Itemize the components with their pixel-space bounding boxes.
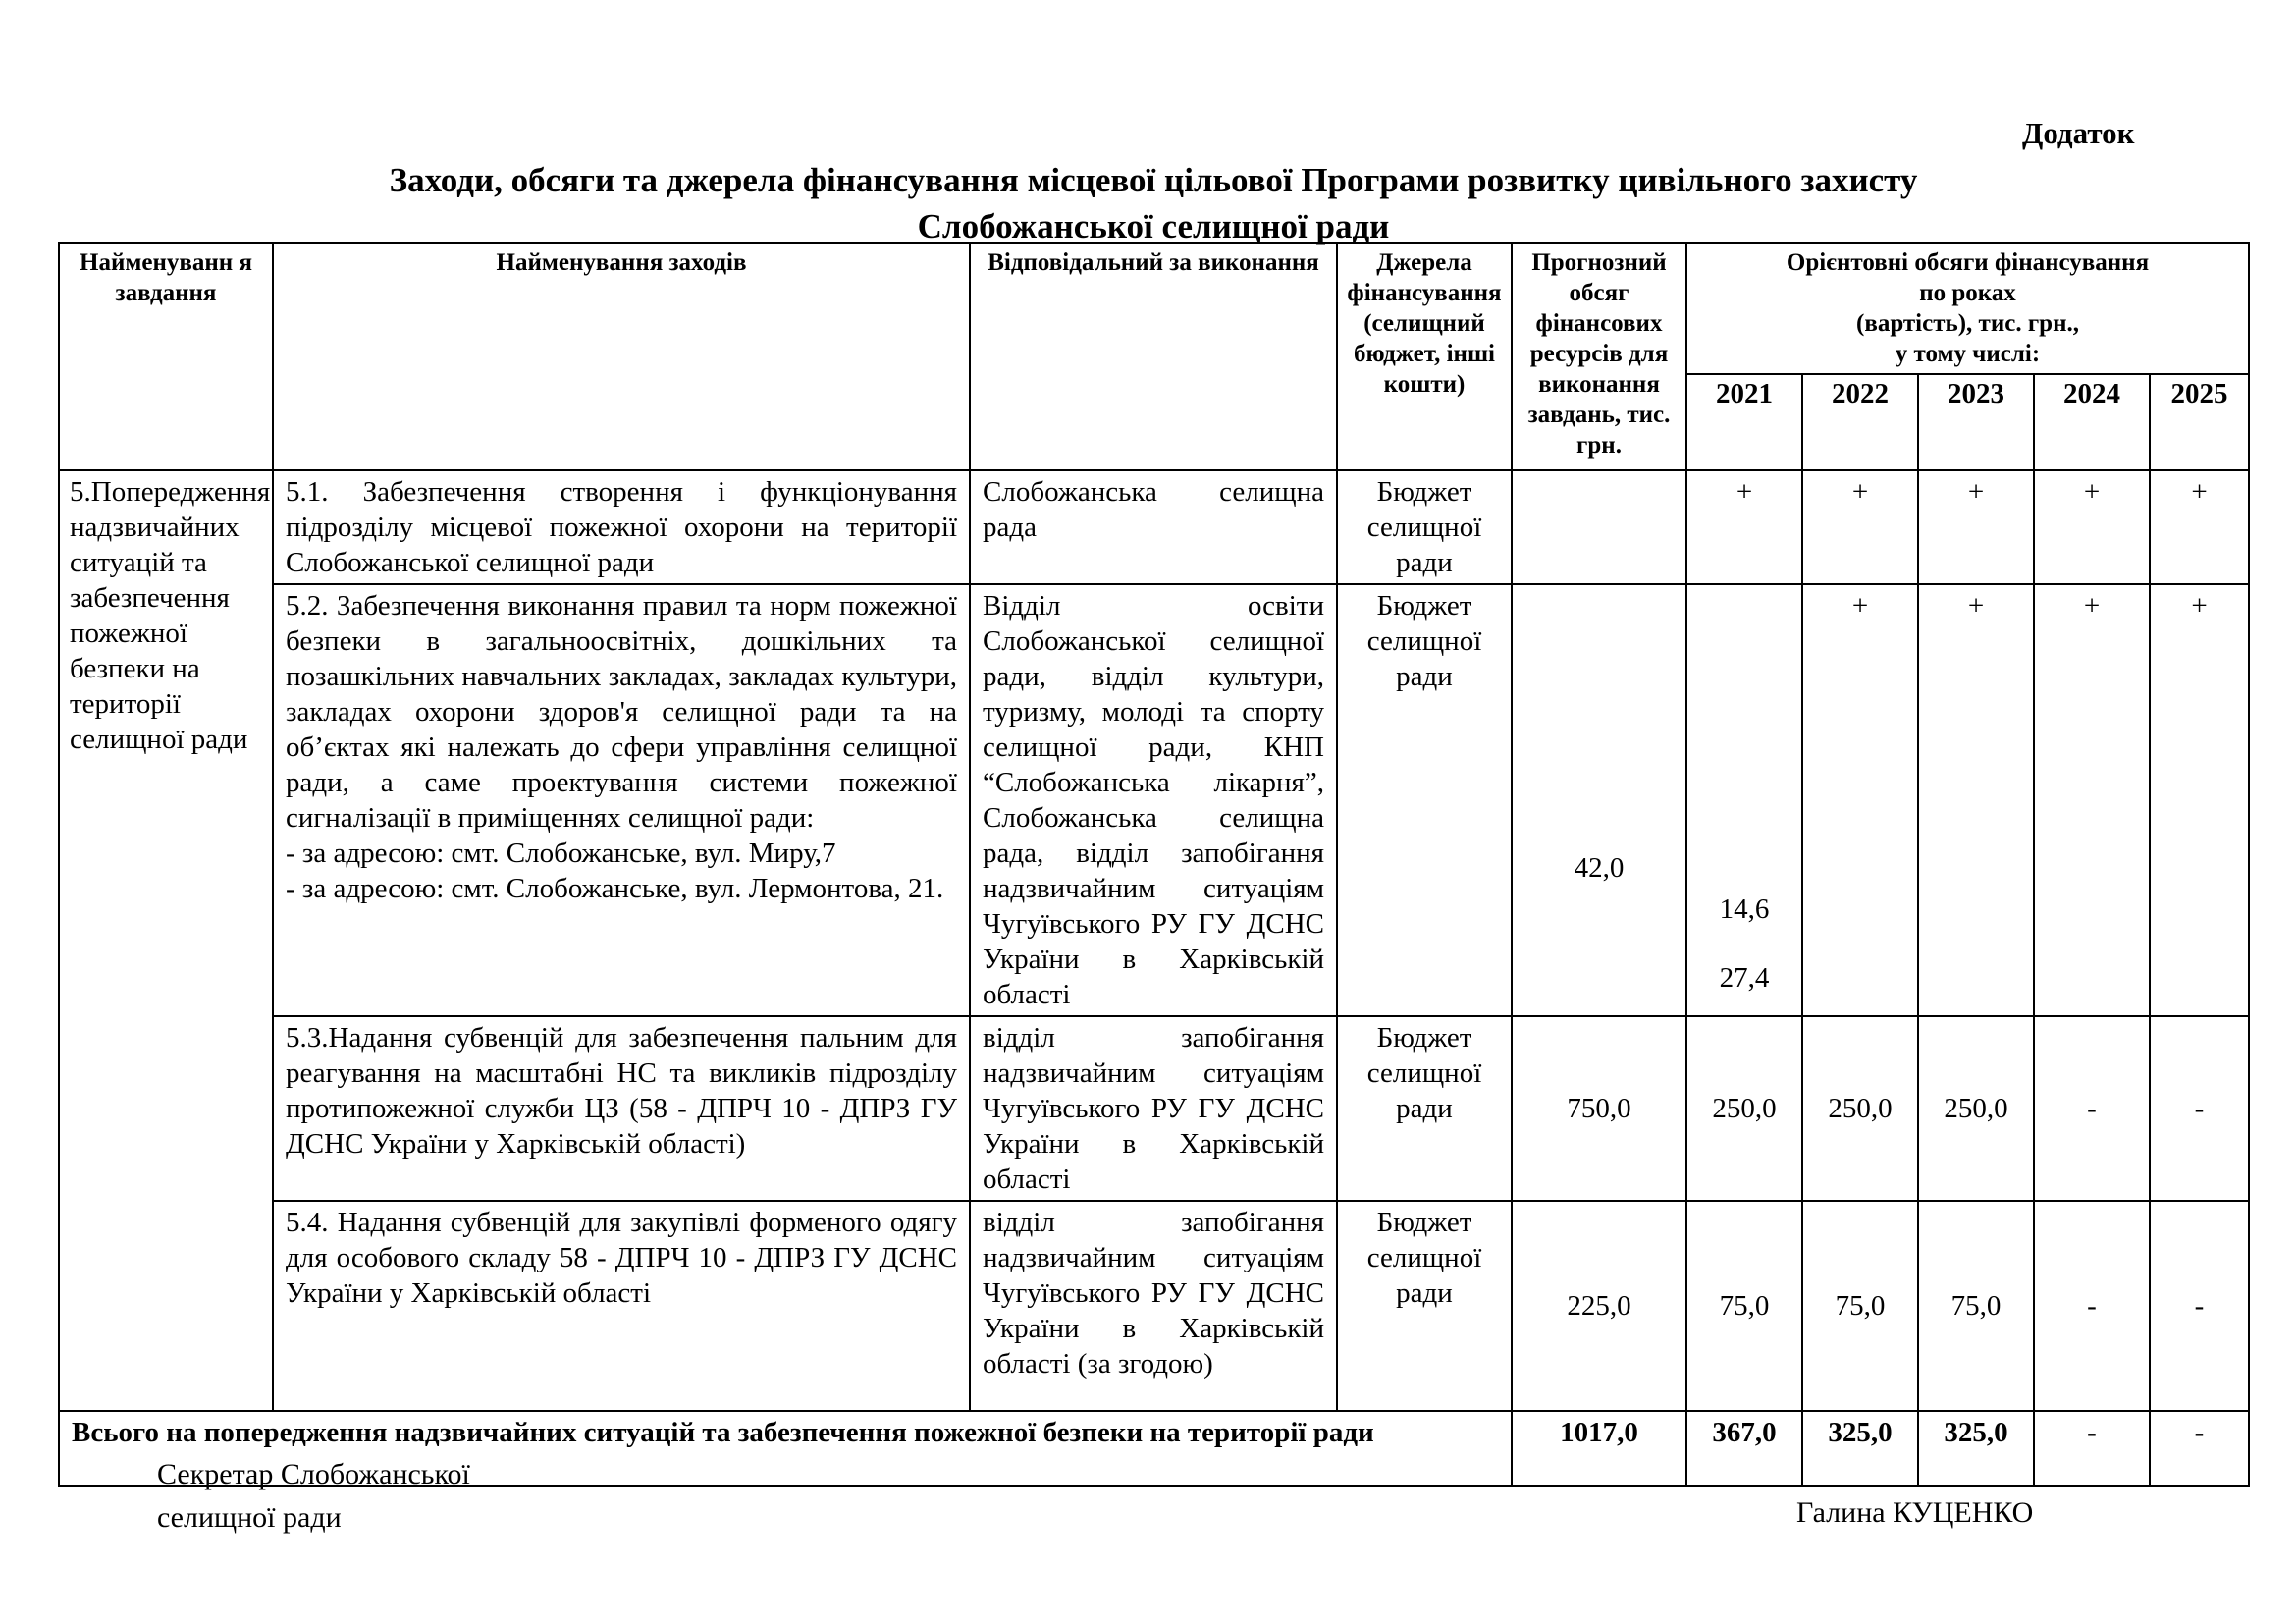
- source-cell: Бюджет селищної ради: [1337, 1016, 1512, 1201]
- header-measures: Найменування заходів: [273, 243, 970, 470]
- financing-table: [58, 242, 2250, 1487]
- year-2025-cell: +: [2150, 470, 2249, 584]
- year-2021-value-a: 14,6: [1719, 893, 1770, 925]
- year-2022-cell: 250,0: [1802, 1016, 1918, 1201]
- year-2024-cell: +: [2034, 470, 2150, 584]
- source-cell: Бюджет селищної ради: [1337, 584, 1512, 1016]
- total-forecast: 1017,0: [1512, 1411, 1686, 1486]
- header-year-2025: 2025: [2150, 374, 2249, 470]
- header-row-1: [59, 243, 2249, 374]
- total-label: Всього на попередження надзвичайних ситуацій та забезпечення пожежної безпеки на території ради: [59, 1411, 1512, 1486]
- document-title: [59, 157, 2248, 249]
- measure-cell: 5.4. Надання субвенцій для закупівлі форменого одягу для особового складу 58 - ДПРЧ 10 - ДПРЗ ГУ ДСНС України у Харківській області: [273, 1201, 970, 1411]
- total-year-2025: -: [2150, 1411, 2249, 1486]
- total-year-2023: 325,0: [1918, 1411, 2034, 1486]
- secretary-line-1: Секретар Слобожанської: [157, 1458, 470, 1490]
- measure-cell: [273, 584, 970, 1016]
- secretary-title: [157, 1453, 470, 1540]
- total-year-2024: -: [2034, 1411, 2150, 1486]
- year-2021-value-b: 27,4: [1719, 962, 1770, 994]
- task-name-cell: 5.Попередження надзвичайних ситуацій та забезпечення пожежної безпеки на території селищної ради: [59, 470, 273, 1411]
- year-2022-cell: +: [1802, 584, 1918, 1016]
- title-line-1: Заходи, обсяги та джерела фінансування місцевої цільової Програми розвитку цивільного захисту: [389, 161, 1918, 199]
- header-forecast: Прогнозний обсяг фінансових ресурсів для виконання завдань, тис. грн.: [1512, 243, 1686, 470]
- years-group-line-2: по роках: [1919, 280, 2016, 306]
- year-2021-cell: [1686, 584, 1802, 1016]
- year-2025-cell: -: [2150, 1016, 2249, 1201]
- responsible-cell: Слобожанська селищна рада: [970, 470, 1337, 584]
- measure-text: 5.2. Забезпечення виконання правил та норм пожежної безпеки в загальноосвітніх, дошкільних та позашкільних навчальних закладах, закладах культури, закладах охорони здоров'я селищної ради та на об’єктах які належать до сфери управління селищної ради, а саме проектування системи пожежної сигналізації в приміщеннях селищної ради:: [286, 590, 957, 834]
- forecast-cell: [1512, 470, 1686, 584]
- measure-address-1: - за адресою: смт. Слобожанське, вул. Миру,7: [286, 838, 836, 869]
- signatory-name: Галина КУЦЕНКО: [1796, 1496, 2034, 1529]
- year-2024-cell: -: [2034, 1016, 2150, 1201]
- header-year-2021: 2021: [1686, 374, 1802, 470]
- responsible-cell: Відділ освіти Слобожанської селищної ради, відділ культури, туризму, молоді та спорту селищної ради, КНП “Слобожанська лікарня”, Слобожанська селищна рада, відділ запобігання надзвичайним ситуаціям Чугуївського РУ ГУ ДСНС України в Харківській області: [970, 584, 1337, 1016]
- addendum-label: Додаток: [2022, 116, 2135, 150]
- year-2024-cell: -: [2034, 1201, 2150, 1411]
- years-group-line-1: Орієнтовні обсяги фінансування: [1786, 249, 2150, 276]
- table-row: [59, 584, 2249, 1016]
- years-group-line-3: (вартість), тис. грн.,: [1856, 310, 2079, 337]
- year-2024-cell: +: [2034, 584, 2150, 1016]
- year-2021-cell: +: [1686, 470, 1802, 584]
- forecast-cell: 750,0: [1512, 1016, 1686, 1201]
- year-2023-cell: 75,0: [1918, 1201, 2034, 1411]
- measure-cell: 5.1. Забезпечення створення і функціонування підрозділу місцевої пожежної охорони на території Слобожанської селищної ради: [273, 470, 970, 584]
- responsible-cell: відділ запобігання надзвичайним ситуаціям Чугуївського РУ ГУ ДСНС України в Харківській області: [970, 1016, 1337, 1201]
- year-2025-cell: -: [2150, 1201, 2249, 1411]
- header-year-2024: 2024: [2034, 374, 2150, 470]
- year-2022-cell: 75,0: [1802, 1201, 1918, 1411]
- forecast-cell: 42,0: [1512, 584, 1686, 1016]
- header-task: Найменуванн я завдання: [59, 243, 273, 470]
- year-2021-cell: 75,0: [1686, 1201, 1802, 1411]
- year-2023-cell: 250,0: [1918, 1016, 2034, 1201]
- year-2021-cell: 250,0: [1686, 1016, 1802, 1201]
- header-sources: Джерела фінансування (селищний бюджет, інші кошти): [1337, 243, 1512, 470]
- table-row: [59, 470, 2249, 584]
- forecast-cell: 225,0: [1512, 1201, 1686, 1411]
- responsible-cell: відділ запобігання надзвичайним ситуаціям Чугуївського РУ ГУ ДСНС України в Харківській області (за згодою): [970, 1201, 1337, 1411]
- header-year-2023: 2023: [1918, 374, 2034, 470]
- secretary-line-2: селищної ради: [157, 1501, 342, 1534]
- year-2023-cell: +: [1918, 470, 2034, 584]
- table-row: [59, 1201, 2249, 1411]
- total-year-2022: 325,0: [1802, 1411, 1918, 1486]
- year-2025-cell: +: [2150, 584, 2249, 1016]
- header-years-group: [1686, 243, 2249, 374]
- title-line-2: Слобожанської селищної ради: [917, 207, 1390, 245]
- year-2022-cell: +: [1802, 470, 1918, 584]
- header-responsible: Відповідальний за виконання: [970, 243, 1337, 470]
- measure-cell: 5.3.Надання субвенцій для забезпечення пальним для реагування на масштабні НС та викликів підрозділу протипожежної служби ЦЗ (58 - ДПРЧ 10 - ДПРЗ ГУ ДСНС України у Харківській області): [273, 1016, 970, 1201]
- total-year-2021: 367,0: [1686, 1411, 1802, 1486]
- measure-address-2: - за адресою: смт. Слобожанське, вул. Лермонтова, 21.: [286, 873, 944, 904]
- year-2023-cell: +: [1918, 584, 2034, 1016]
- years-group-line-4: у тому числі:: [1895, 341, 2041, 367]
- table-row: [59, 1016, 2249, 1201]
- header-year-2022: 2022: [1802, 374, 1918, 470]
- source-cell: Бюджет селищної ради: [1337, 470, 1512, 584]
- source-cell: Бюджет селищної ради: [1337, 1201, 1512, 1411]
